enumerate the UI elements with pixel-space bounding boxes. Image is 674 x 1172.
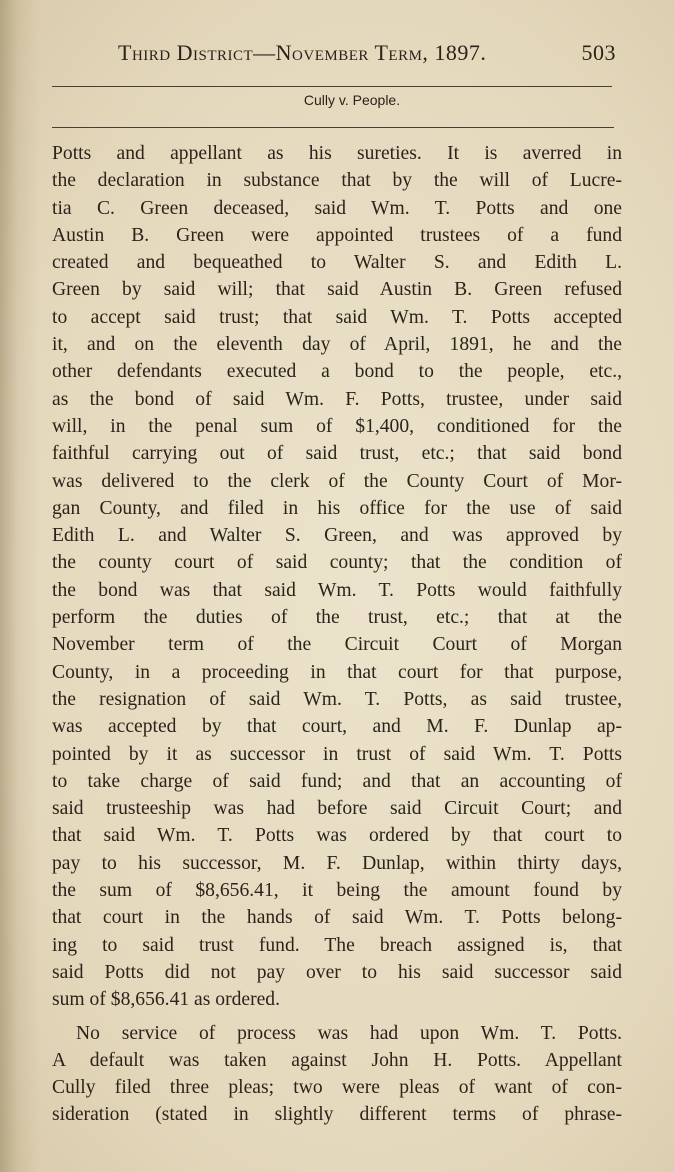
page-number: 503 xyxy=(581,40,616,65)
text-line: as the bond of said Wm. F. Potts, trustee, under said xyxy=(52,388,622,410)
text-line: will, in the penal sum of $1,400, conditioned for the xyxy=(52,415,622,437)
text-line: Austin B. Green were appointed trustees of a fund xyxy=(52,224,622,246)
text-line: that said Wm. T. Potts was ordered by that court to xyxy=(52,825,622,847)
body-text xyxy=(52,140,622,1129)
text-line: it, and on the eleventh day of April, 1891, he and the xyxy=(52,334,622,356)
text-line: said trusteeship was had before said Circuit Court; and xyxy=(52,798,622,820)
text-line: said Potts did not pay over to his said successor said xyxy=(52,961,622,983)
text-line: Cully filed three pleas; two were pleas of want of con- xyxy=(52,1077,622,1099)
text-line: tia C. Green deceased, said Wm. T. Potts and one xyxy=(52,197,622,219)
text-line: was accepted by that court, and M. F. Dunlap ap- xyxy=(52,716,622,738)
text-line: perform the duties of the trust, etc.; that at the xyxy=(52,607,622,629)
running-title: Third District—November Term, 1897. xyxy=(118,40,487,65)
text-line: County, in a proceeding in that court for that purpose, xyxy=(52,661,622,683)
text-line: Green by said will; that said Austin B. Green refused xyxy=(52,279,622,301)
paragraph-2 xyxy=(52,1020,622,1129)
text-line: was delivered to the clerk of the County Court of Mor- xyxy=(52,470,622,492)
text-line: the declaration in substance that by the will of Lucre- xyxy=(52,170,622,192)
caption-rule xyxy=(52,127,614,128)
text-line: faithful carrying out of said trust, etc.; that said bond xyxy=(52,443,622,465)
running-head xyxy=(118,40,616,74)
text-line: November term of the Circuit Court of Morgan xyxy=(52,634,622,656)
text-line: pay to his successor, M. F. Dunlap, within thirty days, xyxy=(52,852,622,874)
paragraph-1 xyxy=(52,140,622,1014)
text-line: the bond was that said Wm. T. Potts would faithfully xyxy=(52,579,622,601)
text-line: ing to said trust fund. The breach assigned is, that xyxy=(52,934,622,956)
text-line: to take charge of said fund; and that an accounting of xyxy=(52,770,622,792)
text-line: the resignation of said Wm. T. Potts, as said trustee, xyxy=(52,688,622,710)
text-line: the county court of said county; that the condition of xyxy=(52,552,622,574)
text-line: pointed by it as successor in trust of said Wm. T. Potts xyxy=(52,743,622,765)
text-line: sum of $8,656.41 as ordered. xyxy=(52,989,281,1011)
text-line: other defendants executed a bond to the people, etc., xyxy=(52,361,622,383)
case-caption: Cully v. People. xyxy=(303,92,401,108)
text-line: Potts and appellant as his sureties. It is averred in xyxy=(52,143,622,164)
text-line: the sum of $8,656.41, it being the amount found by xyxy=(52,880,622,902)
text-line: Edith L. and Walter S. Green, and was approved by xyxy=(52,525,622,547)
text-line: created and bequeathed to Walter S. and Edith L. xyxy=(52,252,622,274)
text-line: No service of process was had upon Wm. T. Potts. xyxy=(76,1022,622,1044)
text-line: to accept said trust; that said Wm. T. Potts accepted xyxy=(52,306,622,328)
text-line: that court in the hands of said Wm. T. Potts belong- xyxy=(52,907,622,929)
text-line: gan County, and filed in his office for the use of said xyxy=(52,497,622,519)
text-line: A default was taken against John H. Potts. Appellant xyxy=(52,1049,622,1071)
header-rule xyxy=(52,86,612,87)
text-line: sideration (stated in slightly different terms of phrase- xyxy=(52,1104,622,1126)
